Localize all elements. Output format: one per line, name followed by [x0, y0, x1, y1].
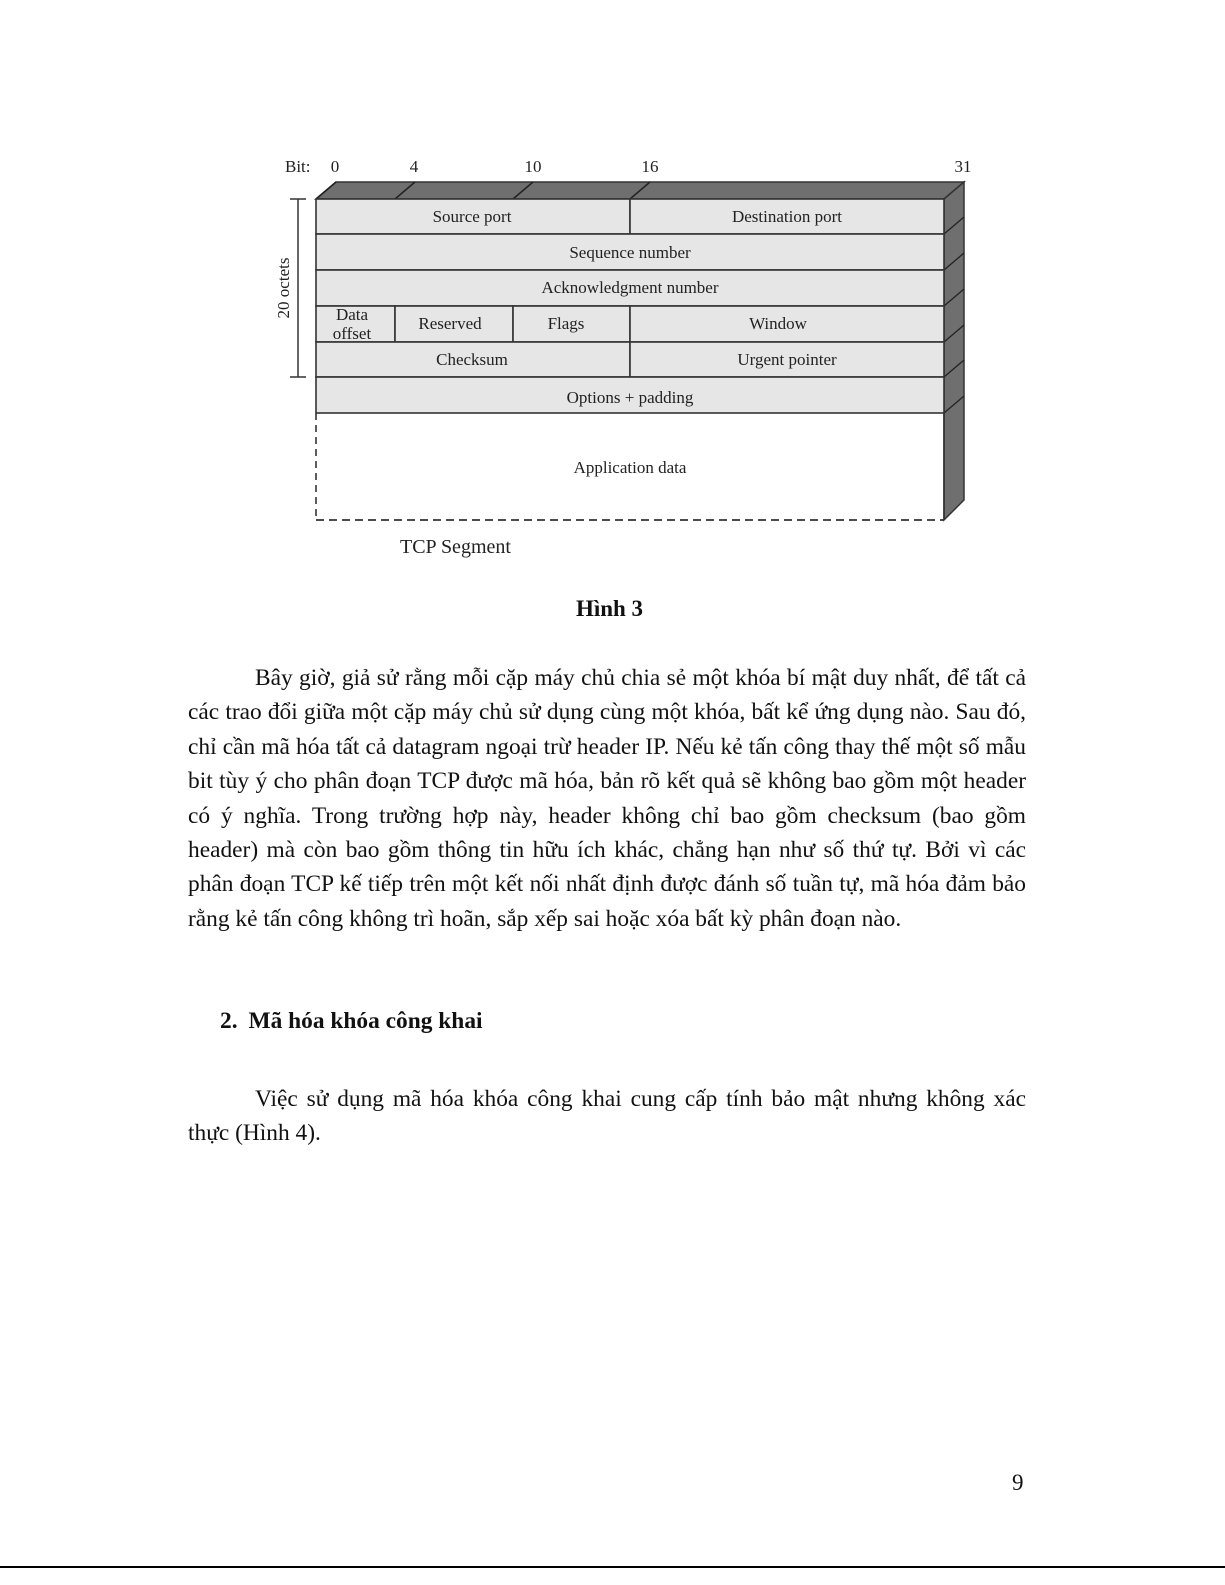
label-tcp-segment: TCP Segment	[400, 536, 511, 558]
label-destination-port: Destination port	[731, 207, 843, 226]
paragraph-2: Việc sử dụng mã hóa khóa công khai cung cấp tính bảo mật nhưng không xác thực (Hình 4).	[188, 1086, 1026, 1147]
label-data-offset-line2: offset	[332, 324, 372, 343]
paragraph-1: Bây giờ, giả sử rằng mỗi cặp máy chủ chia sẻ một khóa bí mật duy nhất, để tất cả các trao đổi giữa một cặp máy chủ sử dụng cùng một khóa, bất kể ứng dụng nào. Sau đó, chỉ cần mã hóa tất cả datagram ngoại trừ header IP. Nếu kẻ tấn công thay thế một số mẫu bit tùy ý cho phân đoạn TCP được mã hóa, bản rõ kết quả sẽ không bao gồm một header có ý nghĩa. Trong trường hợp này, header không chỉ bao gồm checksum (bao gồm header) mà còn bao gồm thông tin hữu ích khác, chẳng hạn như số thứ tự. Bởi vì các phân đoạn TCP kế tiếp trên một kết nối nhất định được đánh số tuần tự, mã hóa đảm bảo rằng kẻ tấn công không trì hoãn, sắp xếp sai hoặc xóa bất kỳ phân đoạn nào.	[188, 665, 1026, 932]
label-acknowledgment-number: Acknowledgment number	[541, 278, 719, 297]
label-20-octets: 20 octets	[274, 257, 293, 319]
header-cells	[316, 199, 944, 413]
bottom-rule	[0, 1566, 1225, 1568]
label-source-port: Source port	[432, 207, 512, 226]
bit-mark-31: 31	[954, 157, 972, 176]
diagram-side-face	[944, 182, 964, 520]
page-number: 9	[1012, 1470, 1024, 1495]
label-flags: Flags	[547, 314, 585, 333]
tcp-segment-figure	[0, 0, 1225, 580]
bit-mark-16: 16	[641, 157, 659, 176]
figure-caption: Hình 3	[575, 596, 644, 621]
label-window: Window	[749, 314, 807, 333]
label-options-padding: Options + padding	[566, 388, 694, 407]
bit-mark-4: 4	[409, 157, 419, 176]
section-number: 2.	[220, 1008, 238, 1034]
label-application-data: Application data	[573, 458, 687, 477]
bit-mark-0: 0	[330, 157, 340, 176]
section-title: Mã hóa khóa công khai	[248, 1008, 483, 1034]
label-sequence-number: Sequence number	[569, 243, 691, 262]
label-urgent-pointer: Urgent pointer	[737, 350, 837, 369]
bit-mark-10: 10	[524, 157, 542, 176]
label-reserved: Reserved	[418, 314, 482, 333]
bit-label: Bit:	[285, 157, 311, 176]
tcp-segment-diagram	[0, 0, 1225, 580]
label-checksum: Checksum	[436, 350, 508, 369]
section-heading	[220, 1008, 483, 1035]
label-data-offset-line1: Data	[335, 305, 369, 324]
